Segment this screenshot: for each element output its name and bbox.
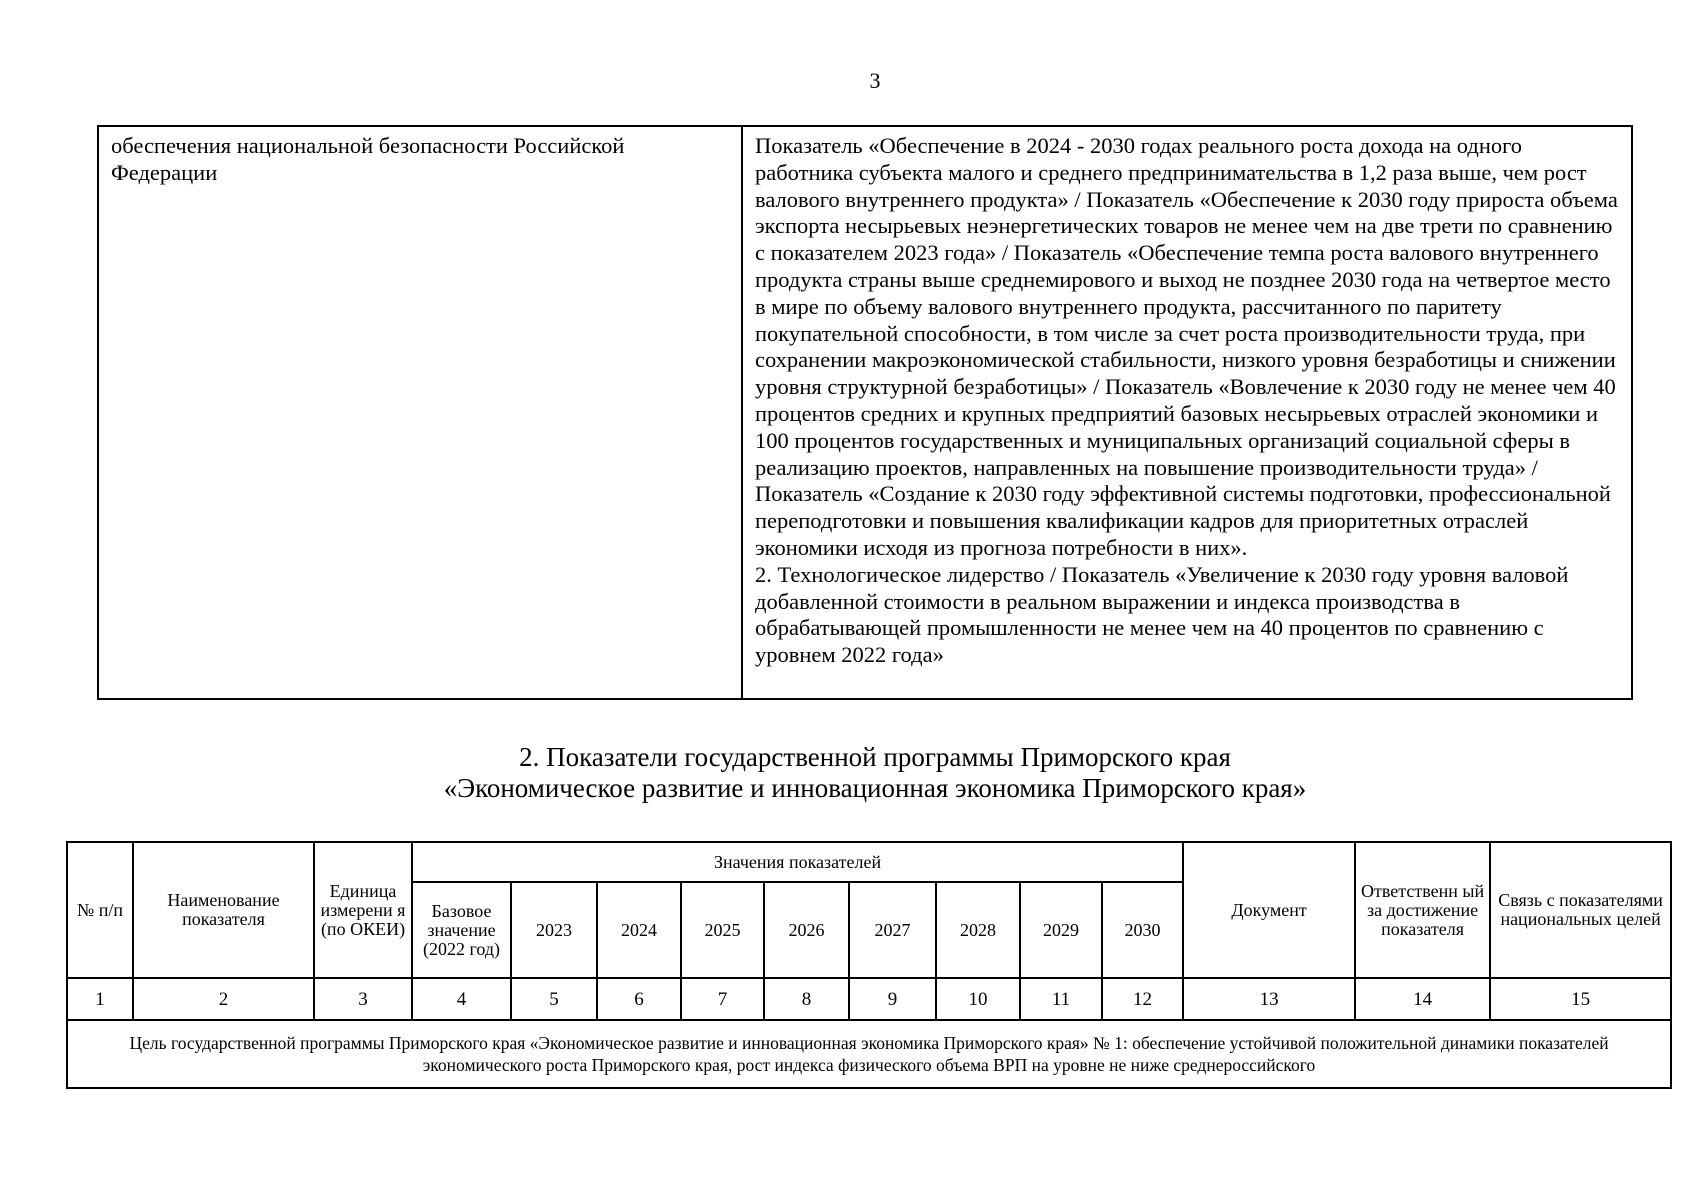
- section-title-line2: «Экономическое развитие и инновационная экономика Приморского края»: [443, 773, 1307, 803]
- column-number: 5: [511, 978, 597, 1020]
- column-number: 4: [412, 978, 511, 1020]
- col-header-num: № п/п: [67, 842, 133, 978]
- col-header-year: 2025: [681, 882, 764, 978]
- col-header-document: Документ: [1183, 842, 1355, 978]
- col-header-year: 2027: [849, 882, 936, 978]
- column-number: 13: [1183, 978, 1355, 1020]
- col-header-year: 2023: [511, 882, 597, 978]
- header-row: [67, 842, 1671, 882]
- goal-row: [67, 1020, 1671, 1088]
- column-number: 14: [1355, 978, 1490, 1020]
- column-number: 2: [133, 978, 314, 1020]
- national-goals-table: [97, 125, 1633, 700]
- col-header-year: 2028: [936, 882, 1020, 978]
- column-number: 6: [597, 978, 681, 1020]
- col-header-year: 2026: [764, 882, 849, 978]
- col-header-link: Связь с показателями национальных целей: [1490, 842, 1671, 978]
- col-header-responsible: Ответственн ый за достижение показателя: [1355, 842, 1490, 978]
- col-header-values-group: Значения показателей: [412, 842, 1183, 882]
- column-number: 9: [849, 978, 936, 1020]
- indicators-text-2: 2. Технологическое лидерство / Показатель «Увеличение к 2030 году уровня валовой добавленной стоимости в реальном выражении и индекса производства в обрабатывающей промышленности не менее чем на 40 процентов по сравнению с уровнем 2022 года»: [755, 561, 1569, 668]
- indicators-text: Показатель «Обеспечение в 2024 - 2030 годах реального роста дохода на одного работника субъекта малого и среднего предпринимательства в 1,2 раза выше, чем рост валового внутреннего продукта» / Показатель «Обеспечение к 2030 году прироста объема экспорта несырьевых неэнергетических товаров не менее чем на две трети по сравнению с показателем 2023 года» / Показатель «Обеспечение темпа роста валового внутреннего продукта страны выше среднемирового и выход не позднее 2030 года на четвертое место в мире по объему валового внутреннего продукта, рассчитанного по паритету покупательной способности, в том числе за счет роста производительности труда, при сохранении макроэкономической стабильности, низкого уровня безработицы и снижении уровня структурной безработицы» / Показатель «Вовлечение к 2030 году не менее чем 40 процентов средних и крупных предприятий базовых несырьевых отраслей экономики и 100 процентов государственных и муниципальных организаций социальной сферы в реализацию проектов, направленных на повышение производительности труда» / Показатель «Создание к 2030 году эффективной системы подготовки, профессиональной переподготовки и повышения квалификации кадров для приоритетных отраслей экономики исходя из прогноза потребности в них».: [755, 133, 1618, 560]
- col-header-name: Наименование показателя: [133, 842, 314, 978]
- table-row: [98, 126, 1632, 699]
- col-header-year: 2030: [1102, 882, 1183, 978]
- column-number: 8: [764, 978, 849, 1020]
- column-numbers-row: [67, 978, 1671, 1020]
- indicators-cell: [742, 126, 1632, 699]
- col-header-year: 2029: [1020, 882, 1102, 978]
- col-header-unit: Единица измерени я (по ОКЕИ): [314, 842, 412, 978]
- section-title: [0, 742, 1693, 804]
- column-number: 15: [1490, 978, 1671, 1020]
- column-number: 1: [67, 978, 133, 1020]
- column-number: 12: [1102, 978, 1183, 1020]
- column-number: 3: [314, 978, 412, 1020]
- column-number: 11: [1020, 978, 1102, 1020]
- section-title-line1: 2. Показатели государственной программы Приморского края: [519, 742, 1231, 772]
- col-header-year: 2024: [597, 882, 681, 978]
- program-goal-text: Цель государственной программы Приморского края «Экономическое развитие и инновационная экономика Приморского края» № 1: обеспечение устойчивой положительной динамики показателей экономического роста Приморского края, рост индекса физического объема ВРП на уровне не ниже среднероссийского: [67, 1020, 1671, 1088]
- column-number: 10: [936, 978, 1020, 1020]
- col-header-base: Базовое значение (2022 год): [412, 882, 511, 978]
- page-number: 3: [869, 68, 881, 93]
- goal-text: обеспечения национальной безопасности Российской Федерации: [111, 133, 625, 185]
- indicators-table: [66, 841, 1672, 1089]
- column-number: 7: [681, 978, 764, 1020]
- goal-cell: [98, 126, 742, 699]
